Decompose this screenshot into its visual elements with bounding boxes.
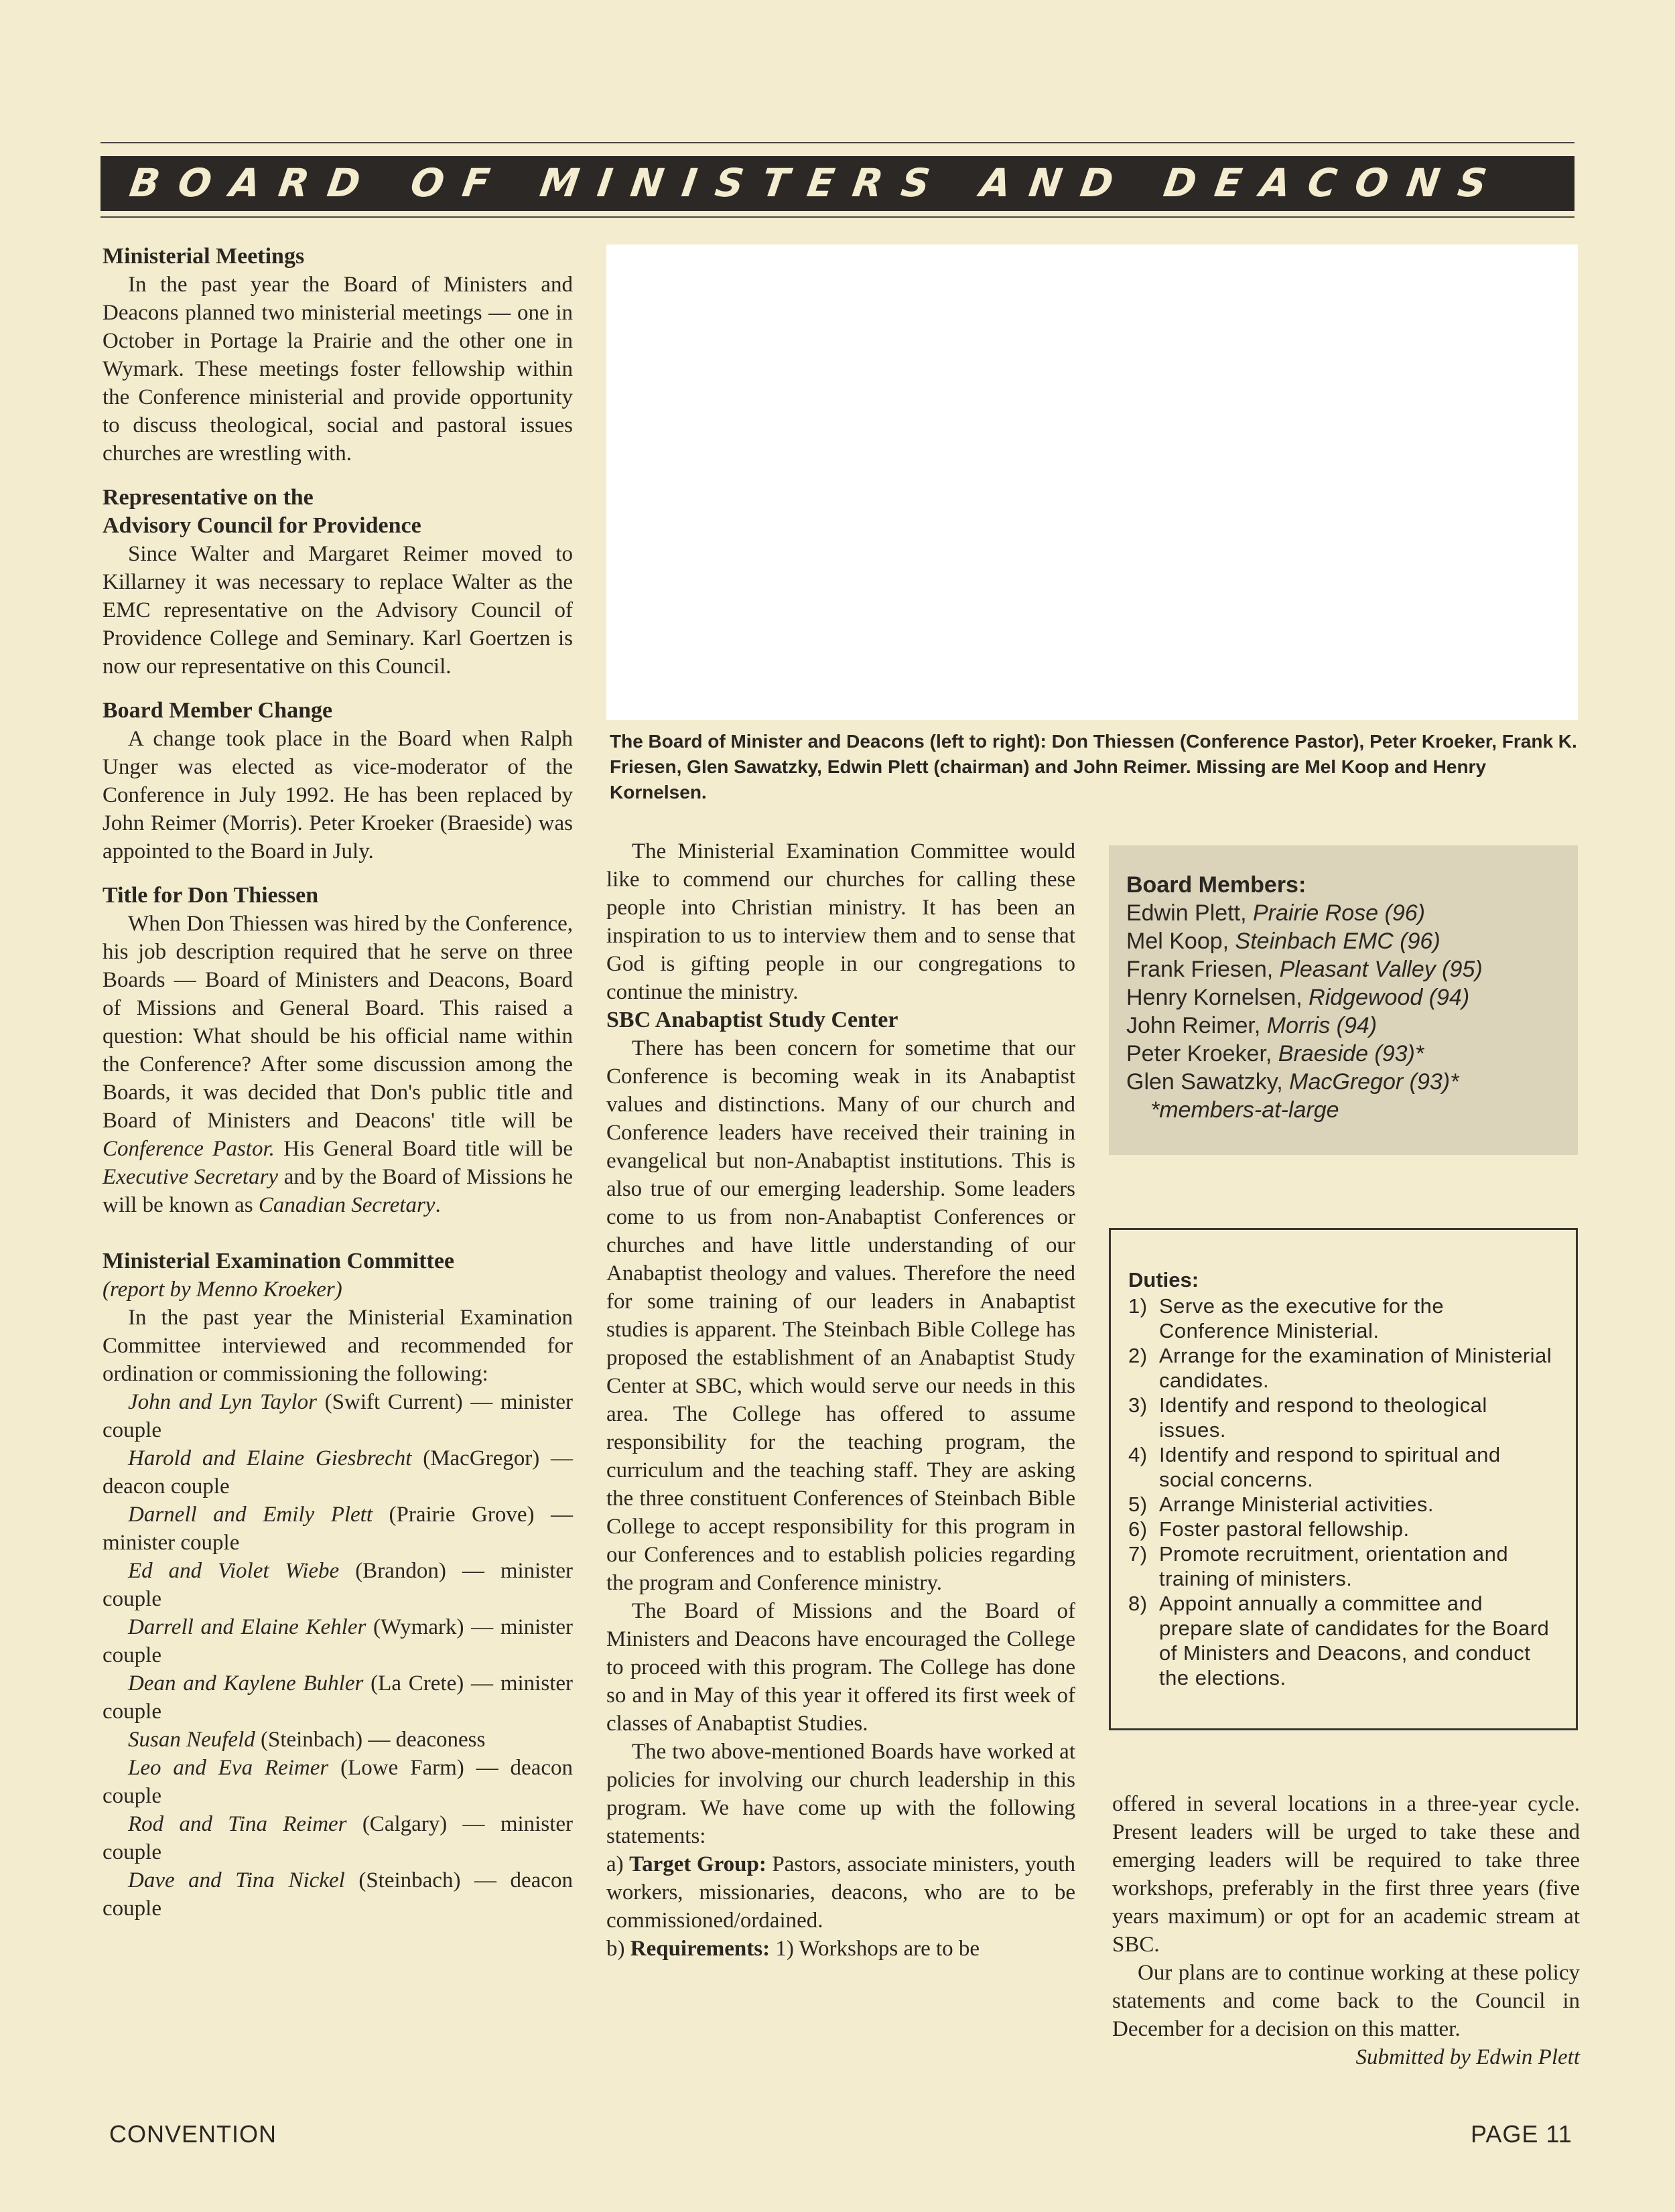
member-row: Edwin Plett, Prairie Rose (96) — [1126, 900, 1425, 926]
members-at-large-note: *members-at-large — [1150, 1097, 1339, 1123]
heading-ministerial-meetings: Ministerial Meetings — [103, 244, 305, 269]
footer-page-number: PAGE 11 — [1471, 2120, 1572, 2148]
duty-item: 7) Promote recruitment, orientation and training of ministers. — [1128, 1542, 1509, 1590]
duty-item: 3) Identify and respond to theological issues. — [1128, 1393, 1487, 1442]
paragraph: Since Walter and Margaret Reimer moved to Killarney it was necessary to replace Walter as the EMC representative on the Advisory Council of Providence College and Seminary. Karl Goertzen is now our representative on this Council. — [103, 542, 573, 679]
board-members-box — [1109, 845, 1578, 1155]
duty-item: 4) Identify and respond to spiritual and social concerns. — [1128, 1443, 1501, 1491]
heading-sbc-anabaptist-study-center: SBC Anabaptist Study Center — [606, 1008, 898, 1032]
right-column — [1112, 1790, 1580, 2071]
member-row: Henry Kornelsen, Ridgewood (94) — [1126, 985, 1470, 1010]
heading-board-member-change: Board Member Change — [103, 698, 333, 723]
member-row: Mel Koop, Steinbach EMC (96) — [1126, 928, 1440, 954]
list-item: John and Lyn Taylor (Swift Current) — minister couple — [103, 1390, 573, 1442]
paragraph: In the past year the Ministerial Examination Committee interviewed and recommended for ordination or commissioning the following: — [103, 1306, 573, 1386]
title-underline — [100, 216, 1574, 218]
statement-requirements: b) Requirements: 1) Workshops are to be — [606, 1937, 980, 1961]
report-byline: (report by Menno Kroeker) — [103, 1277, 342, 1302]
list-item: Leo and Eva Reimer (Lowe Farm) — deacon couple — [103, 1756, 573, 1808]
footer-publication: CONVENTION — [109, 2120, 277, 2148]
duty-item: 2) Arrange for the examination of Ministerial candidates. — [1128, 1344, 1552, 1392]
page-title: BOARD OF MINISTERS AND DEACONS — [127, 160, 1509, 206]
list-item: Ed and Violet Wiebe (Brandon) — minister couple — [103, 1559, 573, 1611]
list-item: Darnell and Emily Plett (Prairie Grove) — minister couple — [103, 1503, 573, 1555]
signature: Submitted by Edwin Plett — [1355, 2045, 1580, 2069]
paragraph: There has been concern for sometime that our Conference is becoming weak in its Anabaptist values and distinctions. Many of our church and Conference leaders have received their training in evangelical but non-Anabaptist institutions. This is also true of our emerging leadership. Some leaders come to us from non-Anabaptist Conferences or churches and have little understanding of our Anabaptist theology and values. Therefore the need for some training of our leaders in Anabaptist studies is apparent. The Steinbach Bible College has proposed the establishment of an Anabaptist Study Center at SBC, which would serve our needs in this area. The College has offered to assume responsibility for the teaching program, the curriculum and the teaching staff. They are asking the three constituent Conferences of Steinbach Bible College to accept responsibility for this program in our Conferences and to establish policies regarding the program and Conference ministry. — [606, 1036, 1075, 1595]
board-members-heading: Board Members: — [1126, 872, 1306, 898]
middle-column — [606, 837, 1075, 1963]
paragraph: The Ministerial Examination Committee would like to commend our churches for calling these people into Christian ministry. It has been an inspiration to us to interview them and to sense that God is gifting people in our congregations to continue the ministry. — [606, 839, 1075, 1004]
duty-item: 1) Serve as the executive for the Conference Ministerial. — [1128, 1294, 1445, 1342]
paragraph: The Board of Missions and the Board of Ministers and Deacons have encouraged the College to proceed with this program. The College has done so and in May of this year it offered its first week of classes of Anabaptist Studies. — [606, 1599, 1075, 1736]
list-item: Rod and Tina Reimer (Calgary) — minister couple — [103, 1812, 573, 1864]
duty-item: 5) Arrange Ministerial activities. — [1128, 1493, 1434, 1516]
paragraph: offered in several locations in a three-year cycle. Present leaders will be urged to take these and emerging leaders will be required to take three workshops, preferably in the first three years (five years maximum) or opt for an academic stream at SBC. — [1112, 1792, 1580, 1957]
heading-representative-line1: Representative on the — [103, 485, 314, 510]
list-item: Dave and Tina Nickel (Steinbach) — deacon couple — [103, 1868, 573, 1921]
board-photo — [606, 245, 1578, 720]
paragraph: Our plans are to continue working at these policy statements and come back to the Council in December for a decision on this matter. — [1112, 1961, 1580, 2041]
photo-caption: The Board of Minister and Deacons (left to right): Don Thiessen (Conference Pastor), Peter Kroeker, Frank K. Friesen, Glen Sawatzky, Edwin Plett (chairman) and John Reimer. Missing are Mel Koop and Henry Kornelsen. — [610, 731, 1577, 803]
paragraph: In the past year the Board of Ministers and Deacons planned two ministerial meetings — one in October in Portage la Prairie and the other one in Wymark. These meetings foster fellowship within the Conference ministerial and provide opportunity to discuss theological, social and pastoral issues churches are wrestling with. — [103, 273, 573, 466]
paragraph: When Don Thiessen was hired by the Conference, his job description required that he serve on three Boards — Board of Ministers and Deacons, Board of Missions and General Board. This raised a question: What should be his official name within the Conference? After some discussion among the Boards, it was decided that Don's public title and Board of Ministers and Deacons' title will be Conference Pastor. His General Board title will be Executive Secretary and by the Board of Missions he will be known as Canadian Secretary. — [103, 912, 574, 1217]
list-item: Darrell and Elaine Kehler (Wymark) — minister couple — [103, 1615, 573, 1667]
list-item: Harold and Elaine Giesbrecht (MacGregor) — deacon couple — [103, 1446, 573, 1499]
duty-item: 8) Appoint annually a committee and prepare slate of candidates for the Board of Ministers and Deacons, and conduct the elections. — [1128, 1592, 1550, 1689]
heading-title-for-don-thiessen: Title for Don Thiessen — [103, 883, 319, 908]
member-row: John Reimer, Morris (94) — [1126, 1013, 1378, 1038]
statement-target-group: a) Target Group: Pastors, associate ministers, youth workers, missionaries, deacons, who are to be commissioned/ordained. — [606, 1852, 1075, 1933]
title-bar — [100, 156, 1574, 211]
heading-ministerial-examination-committee: Ministerial Examination Committee — [103, 1249, 455, 1273]
paragraph: A change took place in the Board when Ralph Unger was elected as vice-moderator of the Conference in July 1992. He has been replaced by John Reimer (Morris). Peter Kroeker (Braeside) was appointed to the Board in July. — [103, 727, 573, 863]
top-rule — [100, 142, 1574, 143]
member-row: Frank Friesen, Pleasant Valley (95) — [1126, 957, 1483, 982]
left-column — [103, 243, 573, 1923]
paragraph: The two above-mentioned Boards have worked at policies for involving our church leadership in this program. We have come up with the following statements: — [606, 1740, 1075, 1848]
member-row: Glen Sawatzky, MacGregor (93)* — [1126, 1069, 1459, 1095]
member-row: Peter Kroeker, Braeside (93)* — [1126, 1041, 1424, 1066]
list-item: Dean and Kaylene Buhler (La Crete) — minister couple — [103, 1671, 573, 1724]
duties-heading: Duties: — [1128, 1268, 1199, 1292]
duties-box — [1109, 1228, 1578, 1730]
duty-item: 6) Foster pastoral fellowship. — [1128, 1517, 1410, 1541]
list-item: Susan Neufeld (Steinbach) — deaconess — [128, 1728, 486, 1752]
heading-representative-line2: Advisory Council for Providence — [103, 513, 421, 538]
